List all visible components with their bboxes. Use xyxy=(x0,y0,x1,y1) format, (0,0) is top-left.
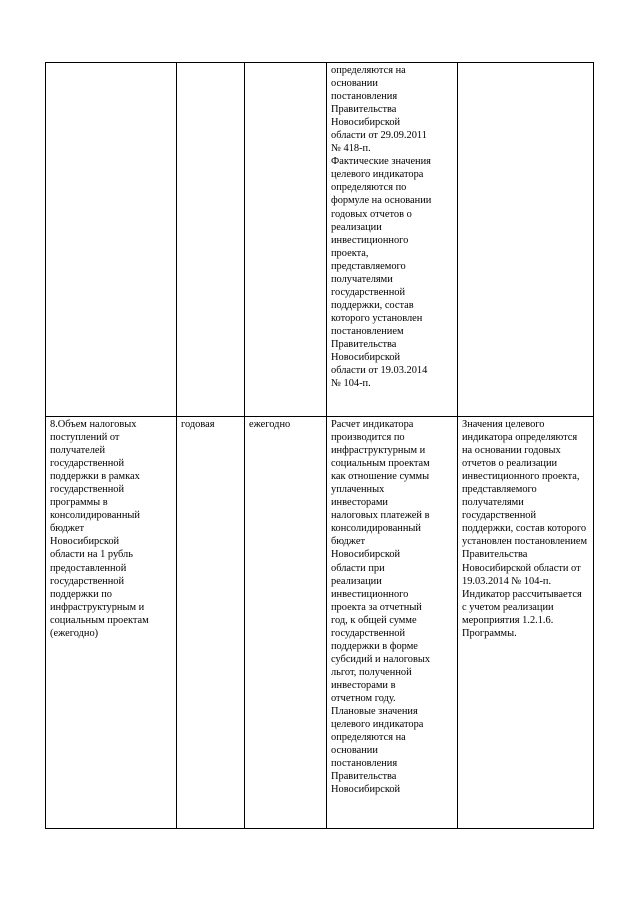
data-source-cell xyxy=(458,63,594,417)
indicator-table xyxy=(45,62,594,829)
indicator-periodicity-cell xyxy=(245,63,327,417)
indicator-periodicity-cell: ежегодно xyxy=(245,417,327,829)
calculation-method-cell: Расчет индикатора производится по инфраструктурным и социальным проектам как отношение суммы уплаченных инвесторами налоговых платежей в консолидированный бюджет Новосибирской области при реализации инвестиционного проекта за отчетный год, к общей сумме государственной поддержки в форме субсидий и налоговых льгот, полученной инвесторами в отчетном году. Плановые значения целевого индикатора определяются на основании постановления Правительства Новосибирской xyxy=(327,417,458,829)
table-row xyxy=(46,63,594,417)
indicator-type-cell xyxy=(177,63,245,417)
indicator-name-cell xyxy=(46,63,177,417)
indicator-type-cell: годовая xyxy=(177,417,245,829)
data-source-cell: Значения целевого индикатора определяются на основании годовых отчетов о реализации инвестиционного проекта, представляемого получателями государственной поддержки, состав которого установлен постановлением Правительства Новосибирской области от 19.03.2014 № 104-п. Индикатор рассчитывается с учетом реализации мероприятия 1.2.1.6. Программы. xyxy=(458,417,594,829)
indicator-name-cell: 8.Объем налоговых поступлений от получателей государственной поддержки в рамках государственной программы в консолидированный бюджет Новосибирской области на 1 рубль предоставленной государственной поддержки по инфраструктурным и социальным проектам (ежегодно) xyxy=(46,417,177,829)
calculation-method-cell: определяются на основании постановления Правительства Новосибирской области от 29.09.2011 № 418-п. Фактические значения целевого индикатора определяются по формуле на основании годовых отчетов о реализации инвестиционного проекта, представляемого получателями государственной поддержки, состав которого установлен постановлением Правительства Новосибирской области от 19.03.2014 № 104-п. xyxy=(327,63,458,417)
table-row xyxy=(46,417,594,829)
